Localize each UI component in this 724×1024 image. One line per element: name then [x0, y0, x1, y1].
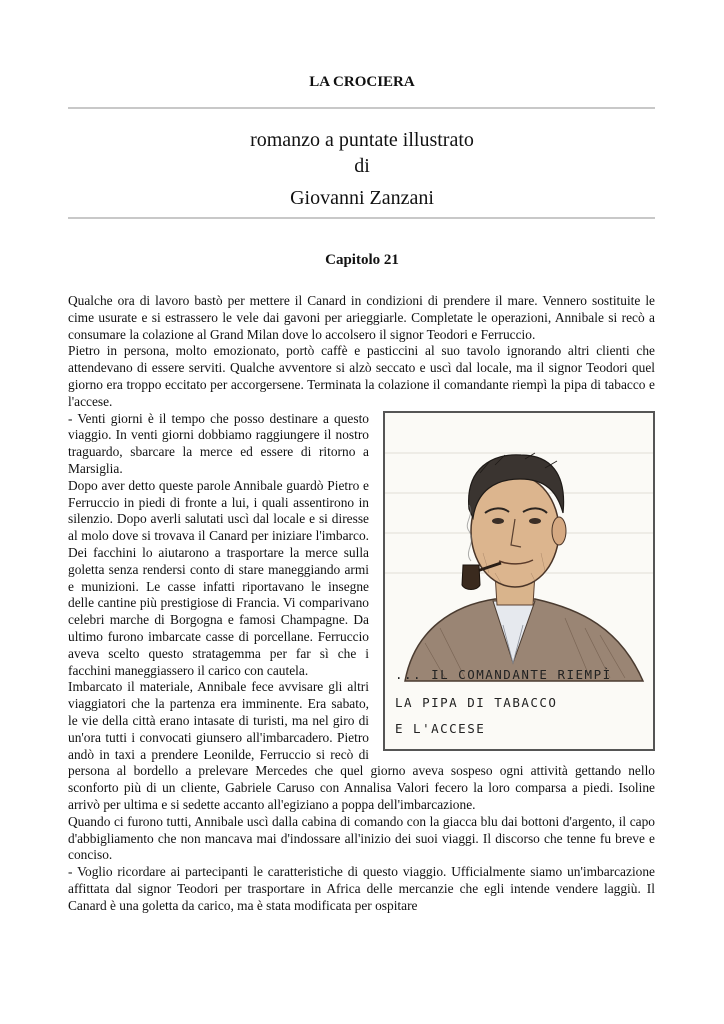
paragraph-3: - Venti giorni è il tempo che posso destinare a questo viaggio. In venti giorni dobbiamo raggiungere il nostro traguardo, sbarcare la merce ed essere di ritorno a Marsiglia. [68, 410, 369, 476]
paragraph-6: Quando ci furono tutti, Annibale uscì dalla cabina di comando con la giacca blu dai bottoni d'argento, il capo d'abbigliamento che non mancava mai d'indossare all'inizio dei suoi viaggi. Il discorso che tenne fu breve e conciso. [68, 813, 655, 863]
subtitle-line-1: romanzo a puntate illustrato [250, 129, 474, 151]
paragraph-1: Qualche ora di lavoro bastò per mettere il Canard in condizioni di prendere il mare. Vennero sostituite le cime usurate e si estrassero le vele dai gavoni per arieggiarle. Completate le operazioni, Annibale si recò a consumare la colazione al Grand Milan dove lo accolsero il signor Teodori e Ferruccio. [68, 293, 655, 342]
bottom-divider [68, 217, 655, 219]
author-name: Giovanni Zanzani [290, 187, 434, 209]
caption-line-2: LA PIPA DI TABACCO [395, 694, 558, 710]
top-divider [68, 107, 655, 109]
document-title: LA CROCIERA [309, 74, 415, 90]
paragraph-4: Dopo aver detto queste parole Annibale guardò Pietro e Ferruccio in piedi di fronte a lui, i quali assentirono in silenzio. Dopo averli salutati uscì dal locale e si diresse al molo dove si trovava il Canard per iniziare l'imbarco. Dei facchini lo aiutarono a trasportare la merce sulla goletta senza rendersi conto di stare maneggiando armi e munizioni. Le casse infatti riportavano le insegne delle cantine più prestigiose di Francia. Vi comparivano celebri marche di Borgogna e famosi Champagne. Da ultimo furono imbarcate casse di porcellane. Ferruccio aveva scelto questo stratagemma per far sì che i facchini maneggiassero il carico con cautela. [68, 477, 369, 678]
paragraph-5: Imbarcato il materiale, Annibale fece avvisare gli altri viaggiatori che la partenza era imminente. Era sabato, le vie della città erano intasate di turisti, ma nel giro di un'ora tutti i convocati giunsero all'imbarcadero. Pietro andò in taxi a prendere Leonilde, Ferruccio si recò di persona al bordello a prelevare Mercedes che quel giorno aveva sospeso ogni attività gettando nello sconforto più di un cliente, Gabriele Caruso con Annalisa Valori fecero la loro comparsa a piedi. Isoline arrivò per ultima e si sedette accanto all'egiziano a poppa dell'imbarcazione. [68, 679, 655, 812]
caption-line-3: E L'ACCESE [395, 720, 486, 736]
chapter-heading: Capitolo 21 [325, 252, 399, 268]
subtitle-line-2: di [354, 155, 370, 177]
paragraph-7: - Voglio ricordare ai partecipanti le caratteristiche di questo viaggio. Ufficialmente siamo un'imbarcazione affittata dal signor Teodori per trasportare in Africa delle mercanzie che egli intende vendere laggiù. Il Canard è una goletta da carico, ma è stata modificata per ospitare [68, 864, 655, 913]
caption-line-1: ... IL COMANDANTE RIEMPÌ [395, 666, 612, 682]
paragraph-2: Pietro in persona, molto emozionato, portò caffè e pasticcini al suo tavolo ignorando altri clienti che attendevano di essere serviti. Qualche avventore si alzò seccato e uscì dal locale, ma il signor Teodori quel giorno era troppo eccitato per accorgersene. Terminata la colazione il comandante riempì la pipa di tabacco e l'accese. [68, 343, 655, 409]
article-body [68, 293, 655, 914]
illustration-frame [383, 411, 655, 751]
